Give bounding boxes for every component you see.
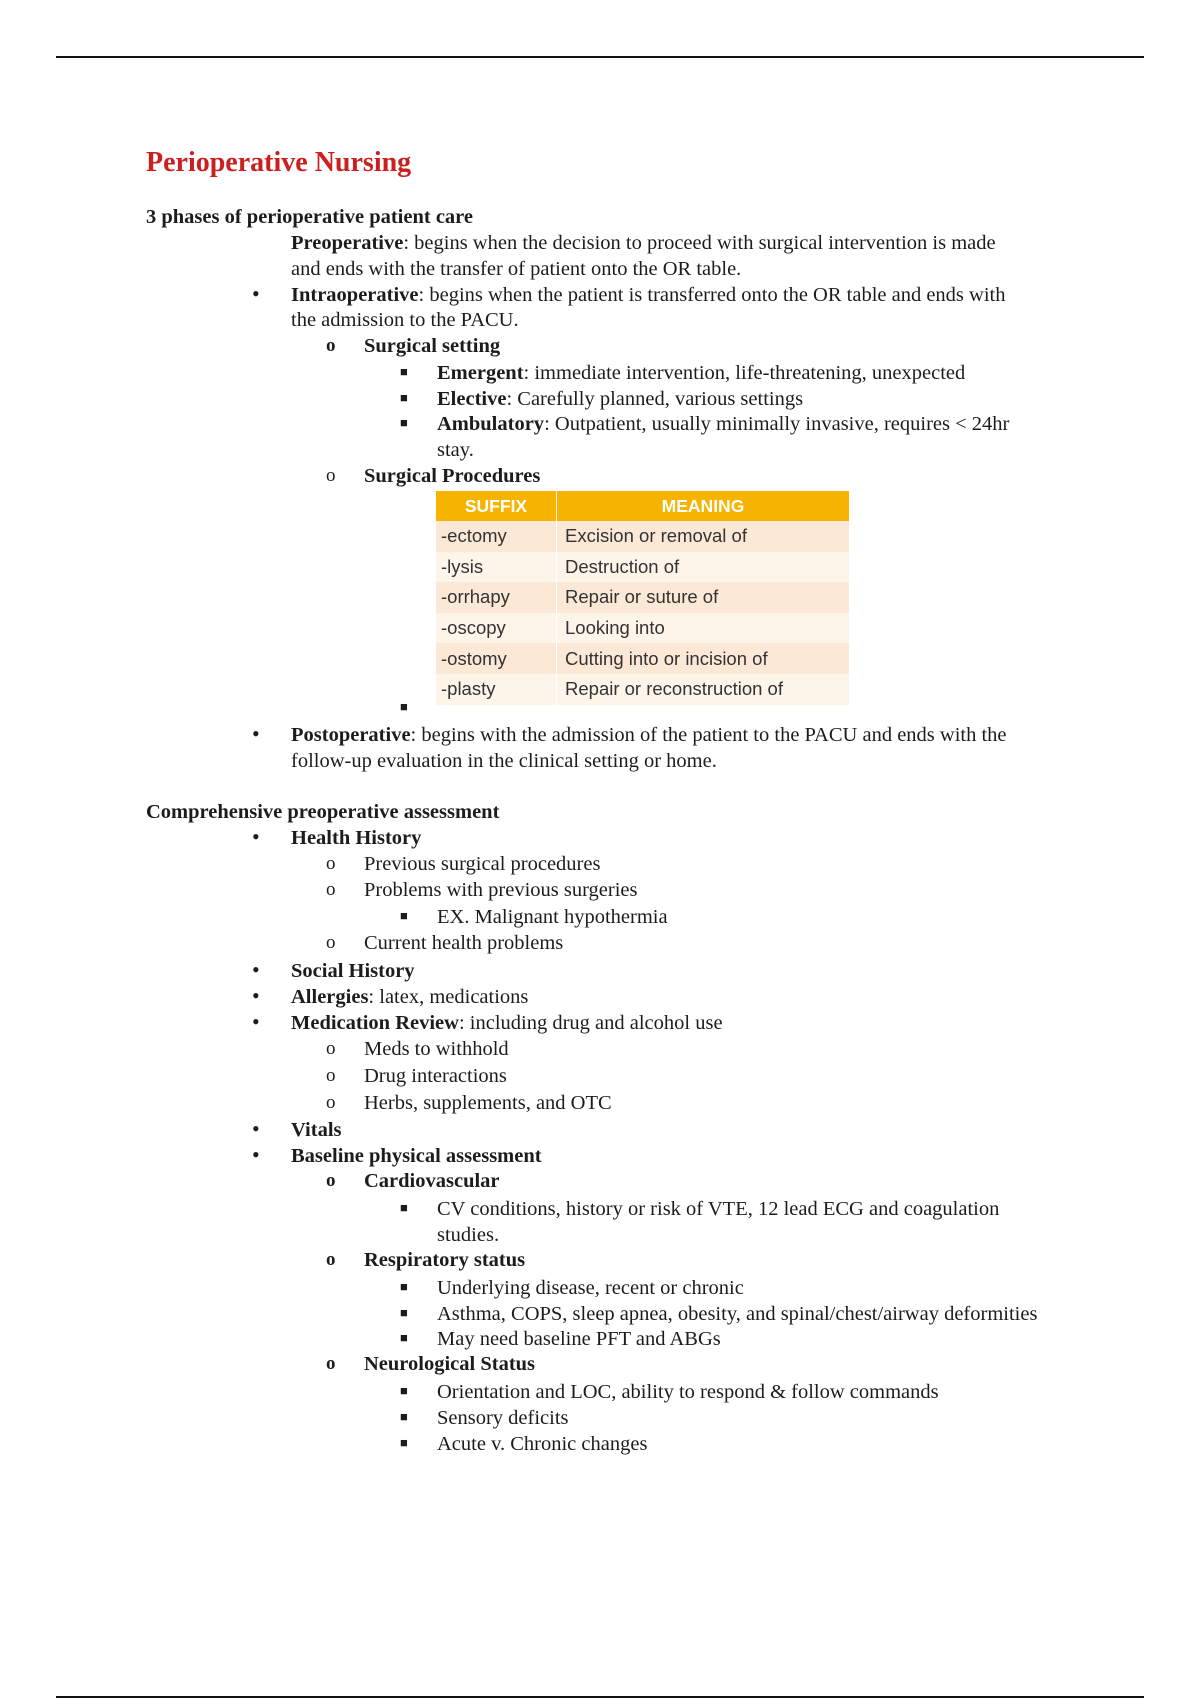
meaning-cell: Repair or reconstruction of — [557, 674, 850, 705]
list-item: Current health problems — [364, 932, 564, 954]
list-item: Acute v. Chronic changes — [437, 1433, 648, 1455]
bullet-marker: • — [252, 983, 260, 1008]
bullet-marker: • — [252, 957, 260, 982]
square-marker: ■ — [400, 1383, 408, 1398]
square-marker: ■ — [400, 415, 408, 430]
square-marker: ■ — [400, 1435, 408, 1450]
preop-term: Preoperative — [291, 232, 404, 254]
circle-marker: o — [326, 932, 336, 953]
list-item: Asthma, COPS, sleep apnea, obesity, and spinal/chest/airway deformities — [437, 1303, 1038, 1325]
circle-marker: o — [326, 1170, 336, 1191]
health-history-label: Health History — [291, 827, 422, 849]
intraop-term: Intraoperative — [291, 284, 419, 306]
cardiovascular-label: Cardiovascular — [364, 1170, 500, 1192]
meaning-cell: Looking into — [557, 613, 850, 644]
list-item: May need baseline PFT and ABGs — [437, 1328, 721, 1350]
page-title: Perioperative Nursing — [146, 147, 412, 178]
list-item: Sensory deficits — [437, 1407, 569, 1429]
suffix-cell: -lysis — [436, 552, 557, 583]
preop-line-2: and ends with the transfer of patient onto the OR table. — [291, 258, 742, 280]
list-item: EX. Malignant hypothermia — [437, 906, 668, 928]
square-marker: ■ — [400, 1200, 408, 1215]
list-item: Previous surgical procedures — [364, 853, 601, 875]
circle-marker: o — [326, 465, 336, 486]
intraop-line-2: the admission to the PACU. — [291, 309, 519, 331]
bottom-rule — [56, 1696, 1144, 1698]
table-row — [436, 674, 849, 705]
social-history-label: Social History — [291, 960, 415, 982]
emergent-item: Emergent: immediate intervention, life-threatening, unexpected — [437, 362, 966, 384]
suffix-cell: -ectomy — [436, 521, 557, 552]
list-item: Underlying disease, recent or chronic — [437, 1277, 744, 1299]
surgical-setting-heading: Surgical setting — [364, 335, 501, 357]
respiratory-label: Respiratory status — [364, 1249, 526, 1271]
square-marker: ■ — [400, 1279, 408, 1294]
meaning-cell: Excision or removal of — [557, 521, 850, 552]
list-item: Problems with previous surgeries — [364, 879, 638, 901]
list-item-continued: studies. — [437, 1224, 500, 1246]
vitals-label: Vitals — [291, 1119, 342, 1141]
allergies-item: Allergies: latex, medications — [291, 986, 529, 1008]
list-item: Drug interactions — [364, 1065, 507, 1087]
postop-line-1: Postoperative: begins with the admission of the patient to the PACU and ends with the — [291, 724, 1007, 746]
circle-marker: o — [326, 853, 336, 874]
table-row — [436, 521, 849, 552]
neurological-label: Neurological Status — [364, 1353, 536, 1375]
square-marker: ■ — [400, 364, 408, 379]
square-marker: ■ — [400, 1330, 408, 1345]
baseline-label: Baseline physical assessment — [291, 1145, 542, 1167]
list-item: Orientation and LOC, ability to respond & follow commands — [437, 1381, 939, 1403]
column-header-meaning: MEANING — [557, 491, 850, 521]
bullet-marker: • — [252, 281, 260, 306]
square-marker: ■ — [400, 1409, 408, 1424]
list-item: CV conditions, history or risk of VTE, 12 lead ECG and coagulation — [437, 1198, 1000, 1220]
postop-term: Postoperative — [291, 724, 411, 746]
meaning-cell: Destruction of — [557, 552, 850, 583]
table-row — [436, 613, 849, 644]
bullet-marker: • — [252, 1009, 260, 1034]
ambulatory-item-continued: stay. — [437, 439, 474, 461]
medication-review-item: Medication Review: including drug and alcohol use — [291, 1012, 723, 1034]
square-marker: ■ — [400, 908, 408, 923]
circle-marker: o — [326, 1249, 336, 1270]
circle-marker: o — [326, 335, 336, 356]
bullet-marker: • — [252, 1142, 260, 1167]
table-header-row — [436, 491, 849, 521]
circle-marker: o — [326, 879, 336, 900]
list-item: Meds to withhold — [364, 1038, 509, 1060]
circle-marker: o — [326, 1038, 336, 1059]
preop-line-1: Preoperative: begins when the decision to proceed with surgical intervention is made — [291, 232, 996, 254]
meaning-cell: Cutting into or incision of — [557, 643, 850, 674]
intraop-line-1: Intraoperative: begins when the patient is transferred onto the OR table and ends with — [291, 284, 1006, 306]
square-marker: ■ — [400, 390, 408, 405]
square-marker: ■ — [400, 699, 408, 714]
suffix-cell: -orrhapy — [436, 582, 557, 613]
suffix-cell: -plasty — [436, 674, 557, 705]
phases-heading: 3 phases of perioperative patient care — [146, 206, 473, 228]
suffix-cell: -oscopy — [436, 613, 557, 644]
circle-marker: o — [326, 1092, 336, 1113]
table-row — [436, 643, 849, 674]
postop-line-2: follow-up evaluation in the clinical setting or home. — [291, 750, 717, 772]
bullet-marker: • — [252, 721, 260, 746]
bullet-marker: • — [252, 824, 260, 849]
meaning-cell: Repair or suture of — [557, 582, 850, 613]
table-row — [436, 582, 849, 613]
assessment-heading: Comprehensive preoperative assessment — [146, 801, 500, 823]
table-row — [436, 552, 849, 583]
ambulatory-item: Ambulatory: Outpatient, usually minimally invasive, requires < 24hr — [437, 413, 1010, 435]
square-marker: ■ — [400, 1305, 408, 1320]
bullet-marker: • — [252, 1116, 260, 1141]
list-item: Herbs, supplements, and OTC — [364, 1092, 612, 1114]
circle-marker: o — [326, 1353, 336, 1374]
surgical-procedures-heading: Surgical Procedures — [364, 465, 541, 487]
column-header-suffix: SUFFIX — [436, 491, 557, 521]
suffix-cell: -ostomy — [436, 643, 557, 674]
suffix-table — [436, 491, 849, 705]
circle-marker: o — [326, 1065, 336, 1086]
elective-item: Elective: Carefully planned, various settings — [437, 388, 804, 410]
